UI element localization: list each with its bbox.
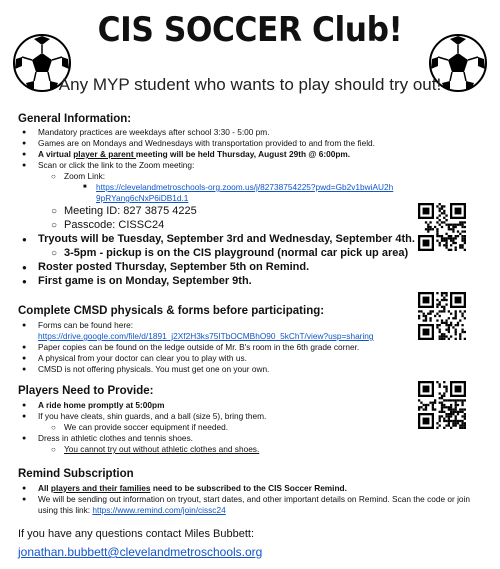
list-item: ○ We can provide soccer equipment if needed. xyxy=(18,422,488,433)
list-item: ● Paper copies can be found on the ledge outside of Mr. B's room in the 6th grade corner. xyxy=(18,342,488,353)
qr-code-icon[interactable] xyxy=(418,203,466,251)
text-span: meeting will be held Thursday, August 29th @ 6:00pm. xyxy=(135,149,351,159)
qr-code-icon[interactable] xyxy=(418,292,466,340)
zoom-link-item xyxy=(18,182,396,204)
section-heading: General Information: xyxy=(18,113,132,125)
list-item: ○ Passcode: CISSC24 xyxy=(18,218,488,232)
section-heading: Remind Subscription xyxy=(18,468,134,480)
remind-link[interactable]: https://www.remind.com/join/cissc24 xyxy=(92,505,226,515)
text-span: All xyxy=(38,483,51,493)
text-span: need to be subscribed to the CIS Soccer Remind. xyxy=(150,483,347,493)
section-heading: Players Need to Provide: xyxy=(18,385,154,397)
list-item: ● A ride home promptly at 5:00pm xyxy=(18,400,488,411)
list-item: ● Tryouts will be Tuesday, September 3rd and Wednesday, September 4th. xyxy=(18,232,488,246)
list-item xyxy=(18,483,488,494)
list-item: ○ Zoom Link: xyxy=(18,171,488,182)
list-item: ● Roster posted Thursday, September 5th on Remind. xyxy=(18,260,488,274)
list-item: ● Scan or click the link to the Zoom meeting: xyxy=(18,160,488,171)
list-item: ○ You cannot try out without athletic clothes and shoes. xyxy=(18,444,488,455)
contact-text: If you have any questions contact Miles Bubbett: xyxy=(18,528,255,540)
remind-section xyxy=(18,468,488,516)
list-item: ● If you have cleats, shin guards, and a ball (size 5), bring them. xyxy=(18,411,488,422)
contact-email-link[interactable]: jonathan.bubbett@clevelandmetroschools.org xyxy=(18,545,263,559)
forms-link[interactable]: https://drive.google.com/file/d/1891_j2Xf2H3ks75ITbOCMBhO90_5kChT/view?usp=sharing xyxy=(38,331,374,341)
list-item: ● A physical from your doctor can clear you to play with us. xyxy=(18,353,488,364)
list-item xyxy=(18,149,488,160)
list-item: ● First game is on Monday, September 9th. xyxy=(18,274,488,288)
page-subtitle: Any MYP student who wants to play should try out! xyxy=(58,75,442,94)
list-item: ● Mandatory practices are weekdays after school 3:30 - 5:00 pm. xyxy=(18,127,488,138)
list-item: ○ Meeting ID: 827 3875 4225 xyxy=(18,204,488,218)
list-item: ● Dress in athletic clothes and tennis shoes. xyxy=(18,433,488,444)
list-item: ● CMSD is not offering physicals. You must get one on your own. xyxy=(18,364,488,375)
general-info-section xyxy=(18,113,488,288)
text-span: player & parent xyxy=(73,149,136,159)
text-span: We will be sending out information on tryout, start dates, and other important details on Remind. Scan the code or join using this link: xyxy=(38,494,470,515)
page-title: CIS SOCCER Club! xyxy=(97,10,403,50)
list-item: ○ 3-5pm - pickup is on the CIS playground (normal car pick up area) xyxy=(18,246,488,260)
text-span: players and their families xyxy=(50,483,151,493)
text-span: A virtual xyxy=(38,149,74,159)
list-item: ● Games are on Mondays and Wednesdays with transportation provided to and from the field. xyxy=(18,138,488,149)
list-item xyxy=(18,494,488,516)
list-item: ● Forms can be found here: xyxy=(18,320,488,331)
qr-code-icon[interactable] xyxy=(418,381,466,429)
section-heading: Complete CMSD physicals & forms before participating: xyxy=(18,305,325,317)
zoom-link[interactable]: https://clevelandmetroschools-org.zoom.us/j/82738754225?pwd=Gb2v1bwiAU2h9pRYang6cNxP6iDB1d.1 xyxy=(96,182,394,203)
